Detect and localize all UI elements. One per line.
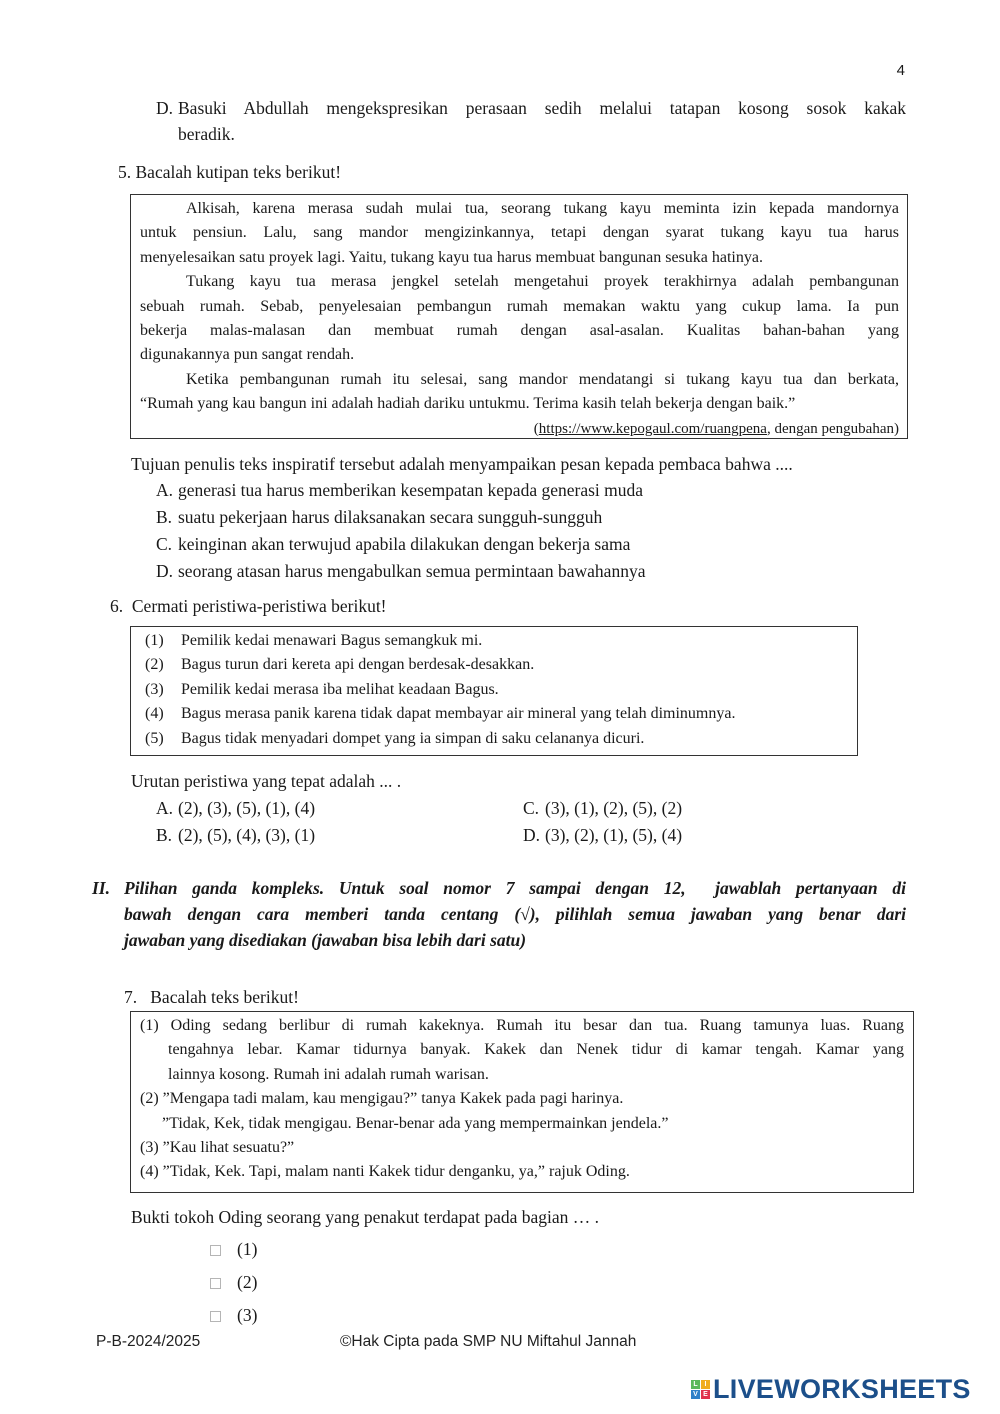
q5-option-d[interactable] [156, 558, 645, 584]
passage-line: (2) ”Mengapa tadi malam, kau mengigau?” tanya Kakek pada pagi harinya. [140, 1090, 624, 1108]
passage-line: menyelesaikan satu proyek lagi. Yaitu, tukang kayu tua harus membuat bangunan sesuka hatinya. [140, 248, 763, 266]
q6-prompt: 6. Cermati peristiwa-peristiwa berikut! [110, 596, 387, 616]
event-num: (5) [145, 729, 164, 747]
source-link[interactable]: https://www.kepogaul.com/ruangpena [538, 420, 767, 437]
option-label: C. [156, 534, 173, 554]
option-text: suatu pekerjaan harus dilaksanakan secara sungguh-sungguh [178, 507, 603, 527]
option-text: (3), (2), (1), (5), (4) [545, 825, 683, 845]
event-item [145, 629, 857, 653]
event-num: (1) [145, 632, 164, 649]
footer-copyright: ©Hak Cipta pada SMP NU Miftahul Jannah [340, 1333, 637, 1350]
passage-line: untuk pensiun. Lalu, sang mandor mengizinkannya, tetapi dengan syarat tukang kayu tua harus [140, 224, 899, 242]
q6-option-a[interactable] [156, 795, 315, 821]
choice-label: (1) [237, 1239, 258, 1259]
event-text: Bagus tidak menyadari dompet yang ia simpan di saku celananya dicuri. [181, 729, 645, 747]
option-label: D. [156, 98, 174, 118]
option-label: B. [156, 825, 173, 845]
event-item [145, 678, 857, 702]
event-num: (4) [145, 705, 164, 723]
option-text: keinginan akan terwujud apabila dilakukan dengan bekerja sama [178, 534, 631, 554]
passage-line: lainnya kosong. Rumah ini adalah rumah warisan. [168, 1065, 489, 1083]
instruction-line: jawaban yang disediakan (jawaban bisa lebih dari satu) [124, 930, 527, 950]
passage-line: ”Tidak, Kek, tidak mengigau. Benar-benar ada yang mempermainkan jendela.” [162, 1114, 669, 1132]
q5-prompt: 5. Bacalah kutipan teks berikut! [118, 162, 342, 182]
passage-line: (3) ”Kau lihat sesuatu?” [140, 1139, 295, 1157]
q5-option-c[interactable] [156, 531, 645, 557]
q6-option-d[interactable] [523, 822, 682, 848]
checkbox[interactable] [210, 1245, 221, 1256]
section-numeral: II. [92, 878, 110, 898]
passage-source [140, 417, 899, 441]
q5-option-b[interactable] [156, 504, 645, 530]
q5-option-a[interactable] [156, 477, 645, 503]
passage-line: “Rumah yang kau bangun ini adalah hadiah dariku untukmu. Terima kasih telah bekerja dengan baik.” [140, 395, 796, 413]
event-num: (3) [145, 680, 164, 698]
logo-text: LIVEWORKSHEETS [713, 1374, 971, 1404]
event-item [145, 727, 857, 751]
option-label: C. [523, 798, 540, 818]
passage-line: (4) ”Tidak, Kek. Tapi, malam nanti Kakek tidur denganku, ya,” rajuk Oding. [140, 1163, 630, 1181]
footer-code: P-B-2024/2025 [96, 1333, 201, 1350]
page-number: 4 [896, 62, 905, 79]
option-text: (2), (5), (4), (3), (1) [178, 825, 316, 845]
checkbox[interactable] [210, 1278, 221, 1289]
option-label: A. [156, 480, 174, 500]
passage-line: Alkisah, karena merasa sudah mulai tua, seorang tukang kayu meminta izin kepada mandornya [186, 200, 899, 217]
logo-tile: E [701, 1390, 710, 1399]
q6-option-c[interactable] [523, 795, 682, 821]
event-num: (2) [145, 656, 164, 674]
option-text: (3), (1), (2), (5), (2) [545, 798, 683, 818]
source-paren: ( [533, 420, 539, 437]
passage-line: Tukang kayu tua merasa jengkel setelah mengetahui proyek terakhirnya adalah pembangunan [186, 273, 899, 291]
instruction-line: bawah dengan cara memberi tanda centang (√), pilihlah semua jawaban yang benar dari [124, 904, 906, 924]
option-text: seorang atasan harus mengabulkan semua permintaan bawahannya [178, 561, 646, 581]
q7-prompt: 7. Bacalah teks berikut! [124, 987, 299, 1007]
choice-label: (2) [237, 1272, 258, 1292]
option-label: D. [523, 825, 541, 845]
option-text: (2), (3), (5), (1), (4) [178, 798, 316, 818]
passage-line: Ketika pembangunan rumah itu selesai, sang mandor mendatangi si tukang kayu tua dan berkata, [186, 370, 899, 388]
option-label: B. [156, 507, 173, 527]
event-text: Bagus merasa panik karena tidak dapat membayar air mineral yang telah diminumnya. [181, 705, 736, 723]
q6-question: Urutan peristiwa yang tepat adalah ... . [131, 771, 402, 791]
logo-tile: V [691, 1390, 700, 1399]
q7-choice-2[interactable] [210, 1269, 257, 1295]
q7-question: Bukti tokoh Oding seorang yang penakut terdapat pada bagian … . [131, 1207, 600, 1227]
option-text-cont: beradik. [178, 124, 235, 144]
checkbox[interactable] [210, 1311, 221, 1322]
event-text: Pemilik kedai merasa iba melihat keadaan Bagus. [181, 680, 499, 698]
q7-passage-box [130, 1011, 914, 1193]
q7-choice-3[interactable] [210, 1302, 257, 1328]
q6-events-box [130, 626, 858, 756]
event-text: Pemilik kedai menawari Bagus semangkuk mi. [181, 632, 483, 649]
option-label: D. [156, 561, 174, 581]
event-item [145, 653, 857, 677]
passage-line: (1) Oding sedang berlibur di rumah kakeknya. Rumah itu besar dan tua. Ruang tamunya luas. Ruang [140, 1017, 904, 1034]
passage-line: sebuah rumah. Sebab, penyelesaian pembangun rumah memakan waktu yang cukup lama. Ia pun [140, 297, 899, 315]
q5-options [156, 477, 645, 584]
option-label: A. [156, 798, 174, 818]
instruction-line: Pilihan ganda kompleks. Untuk soal nomor 7 sampai dengan 12, jawablah pertanyaan di [124, 878, 906, 898]
event-item [145, 702, 857, 726]
event-text: Bagus turun dari kereta api dengan berdesak-desakkan. [181, 656, 535, 674]
choice-label: (3) [237, 1305, 258, 1325]
logo-tiles-icon [691, 1380, 710, 1399]
passage-line: digunakannya pun sangat rendah. [140, 346, 355, 364]
liveworksheets-logo[interactable] [691, 1374, 971, 1405]
source-note: , dengan pengubahan) [766, 420, 899, 437]
q4-option-d [156, 95, 906, 147]
logo-tile: I [701, 1380, 710, 1389]
q5-passage-box [130, 194, 908, 439]
option-text: Basuki Abdullah mengekspresikan perasaan sedih melalui tatapan kosong sosok kakak [178, 98, 906, 118]
passage-line: tengahnya lebar. Kamar tidurnya banyak. Kakek dan Nenek tidur di kamar tengah. Kamar yang [168, 1041, 904, 1059]
q7-choice-1[interactable] [210, 1236, 257, 1262]
option-text: generasi tua harus memberikan kesempatan kepada generasi muda [178, 480, 644, 500]
section-2-instructions [92, 875, 906, 953]
passage-line: bekerja malas-malasan dan membuat rumah dengan asal-asalan. Kualitas bahan-bahan yang [140, 322, 899, 340]
q5-question: Tujuan penulis teks inspiratif tersebut adalah menyampaikan pesan kepada pembaca bahwa .... [131, 454, 793, 474]
logo-tile: L [691, 1380, 700, 1389]
q6-option-b[interactable] [156, 822, 315, 848]
